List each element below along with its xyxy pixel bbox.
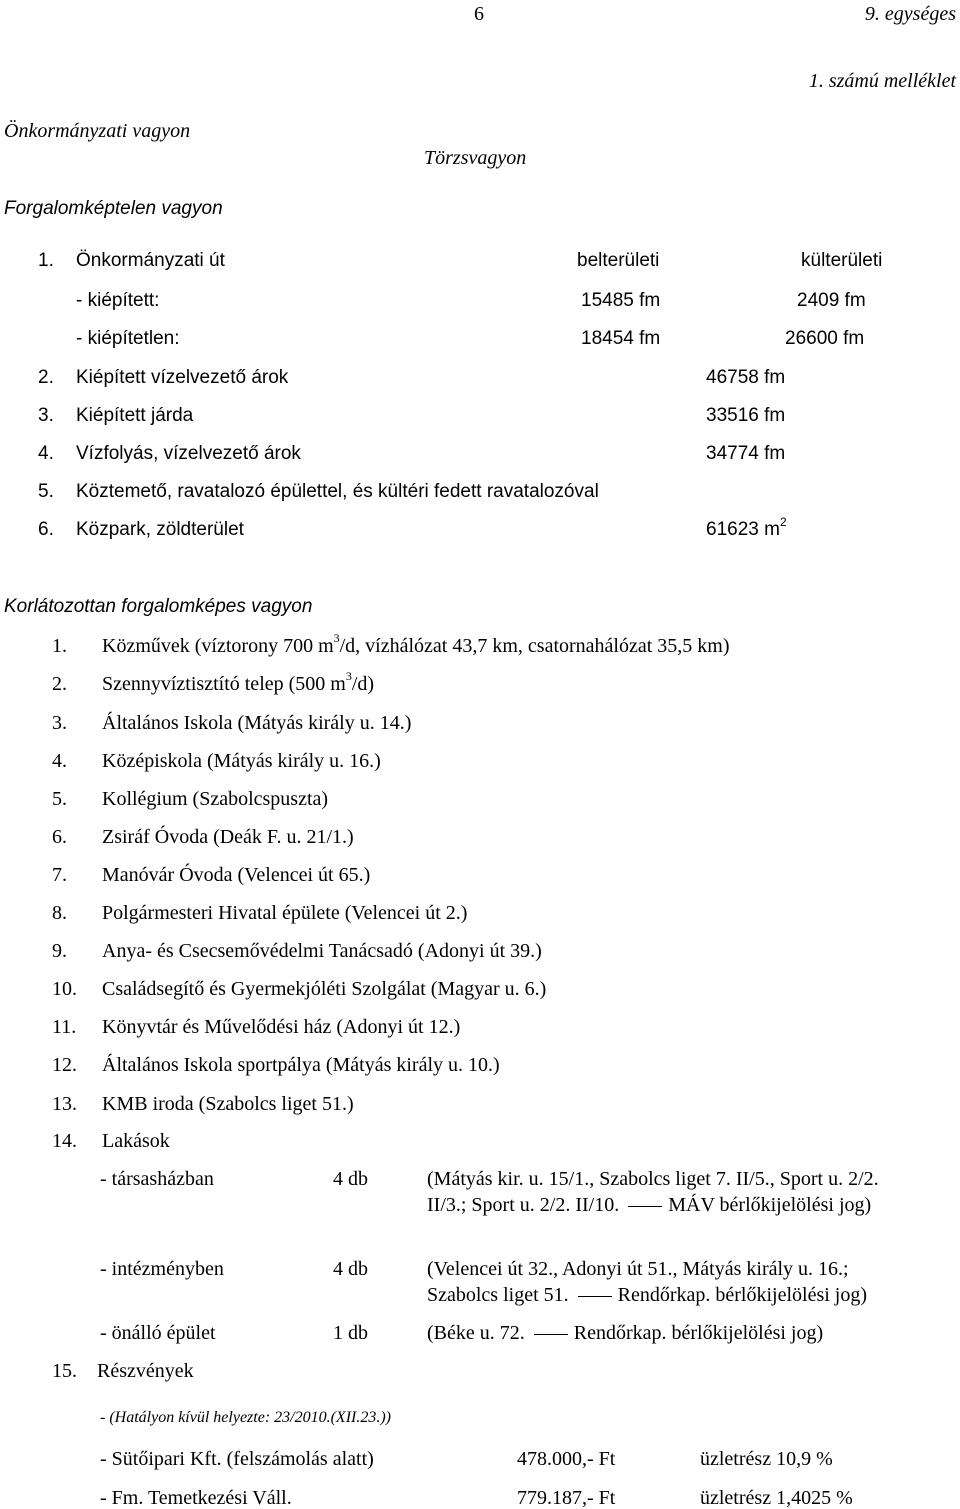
item-num: 10. [52, 978, 77, 1000]
page-number: 6 [474, 3, 484, 25]
item-label: Közpark, zöldterület [76, 519, 244, 540]
apartment-count: 4 db [333, 1168, 368, 1190]
item-num: 11. [52, 1016, 77, 1038]
unpaved-label: - kiépítetlen: [76, 328, 180, 349]
item-label: KMB iroda (Szabolcs liget 51.) [102, 1093, 354, 1115]
item-num: 2. [38, 367, 54, 388]
item-num: 4. [52, 750, 67, 772]
item-label: Köztemető, ravatalozó épülettel, és kültéri fedett ravatalozóval [76, 481, 599, 502]
share-amount: 779.187,- Ft [517, 1487, 616, 1509]
section-title: Önkormányzati vagyon [4, 120, 191, 142]
item-num: 1. [52, 635, 67, 657]
item-label: Közművek (víztorony 700 $m^3/d$, vízhálózat 43,7 km, csatornahálózat 35,5 km) [102, 631, 730, 657]
unpaved-outer: 26600 fm [785, 328, 865, 349]
superscript: 2 [779, 515, 787, 529]
item-label: Szennyvíztisztító telep (500 $m^3/d$) [102, 669, 375, 695]
item-num: 3. [38, 405, 54, 426]
apartment-type: - intézményben [100, 1258, 224, 1280]
non-marketable-heading: Forgalomképtelen vagyon [4, 198, 223, 219]
paved-inner: 15485 fm [581, 290, 661, 311]
share-amount: 478.000,- Ft [517, 1448, 616, 1470]
item-num: 7. [52, 864, 67, 886]
paved-label: - kiépített: [76, 290, 160, 311]
item-label: Kollégium (Szabolcspuszta) [102, 788, 329, 810]
apartment-type: - önálló épület [100, 1322, 216, 1344]
share-part: üzletrész 1,4025 % [700, 1487, 853, 1509]
repeal-note: - (Hatályon kívül helyezte: 23/2010.(XII.23.)) [100, 1409, 392, 1426]
item-label: Könyvtár és Művelődési ház (Adonyi út 12.) [102, 1016, 461, 1038]
item-num: 14. [52, 1130, 77, 1152]
item-label: Kiépített járda [76, 405, 194, 426]
share-company: - Fm. Temetkezési Váll. [100, 1487, 292, 1509]
apartment-description: (Velencei út 32., Adonyi út 51., Mátyás király u. 16.; Szabolcs liget 51. Rendőrkap. bérlőkijelölési jog) [427, 1258, 868, 1306]
item-value: 61623 $m^2$ [706, 515, 787, 540]
item-label: Általános Iskola sportpálya (Mátyás király u. 10.) [102, 1054, 500, 1076]
item-num: 9. [52, 940, 67, 962]
apartment-description: (Mátyás kir. u. 15/1., Szabolcs liget 7. II/5., Sport u. 2/2. II/3.; Sport u. 2/2. II/10. MÁV bérlőkijelölési jog) [427, 1168, 879, 1216]
item-label: Kiépített vízelvezető árok [76, 367, 289, 388]
unpaved-inner: 18454 fm [581, 328, 661, 349]
paved-outer: 2409 fm [797, 290, 866, 311]
share-part: üzletrész 10,9 % [700, 1448, 833, 1470]
item-value: 34774 fm [706, 443, 786, 464]
item-label: Manóvár Óvoda (Velencei út 65.) [102, 864, 371, 886]
item-num: 4. [38, 443, 54, 464]
dash-rule [534, 1334, 568, 1335]
road-label: Önkormányzati út [76, 250, 225, 271]
item-num: 3. [52, 712, 67, 734]
item-num: 6. [52, 826, 67, 848]
item-num: 5. [38, 481, 54, 502]
item-label: Anya- és Csecsemővédelmi Tanácsadó (Adonyi út 39.) [102, 940, 542, 962]
superscript: 3 [345, 669, 352, 683]
item-num: 6. [38, 519, 54, 540]
item-value: 46758 fm [706, 367, 786, 388]
item-label: Vízfolyás, vízelvezető árok [76, 443, 301, 464]
apartment-count: 4 db [333, 1258, 368, 1280]
item-label: Lakások [102, 1130, 170, 1152]
dash-rule [628, 1206, 662, 1207]
item-label: Középiskola (Mátyás király u. 16.) [102, 750, 381, 772]
item-num: 8. [52, 902, 67, 924]
limited-heading: Korlátozottan forgalomképes vagyon [4, 596, 313, 617]
apartment-count: 1 db [333, 1322, 368, 1344]
edition-label: 9. egységes [864, 3, 956, 25]
road-num: 1. [38, 250, 54, 271]
item-num: 2. [52, 673, 67, 695]
item-num: 5. [52, 788, 67, 810]
annex-label: 1. számú melléklet [808, 70, 956, 92]
item-value: 33516 fm [706, 405, 786, 426]
item-label: Polgármesteri Hivatal épülete (Velencei út 2.) [102, 902, 468, 924]
item-label: Részvények [97, 1360, 194, 1382]
item-label: Családsegítő és Gyermekjóléti Szolgálat (Magyar u. 6.) [102, 978, 547, 1000]
item-num: 12. [52, 1054, 77, 1076]
dash-rule [578, 1296, 612, 1297]
road-col-outer: külterületi [801, 250, 883, 271]
item-label: Általános Iskola (Mátyás király u. 14.) [102, 712, 412, 734]
item-num: 15. [52, 1360, 77, 1382]
share-company: - Sütőipari Kft. (felszámolás alatt) [100, 1448, 374, 1470]
item-label: Zsiráf Óvoda (Deák F. u. 21/1.) [102, 826, 354, 848]
item-num: 13. [52, 1093, 77, 1115]
subsection-title: Törzsvagyon [424, 147, 527, 169]
road-col-inner: belterületi [577, 250, 660, 271]
apartment-description: (Béke u. 72. Rendőrkap. bérlőkijelölési jog) [427, 1322, 824, 1344]
superscript: 3 [333, 631, 340, 645]
apartment-type: - társasházban [100, 1168, 214, 1190]
